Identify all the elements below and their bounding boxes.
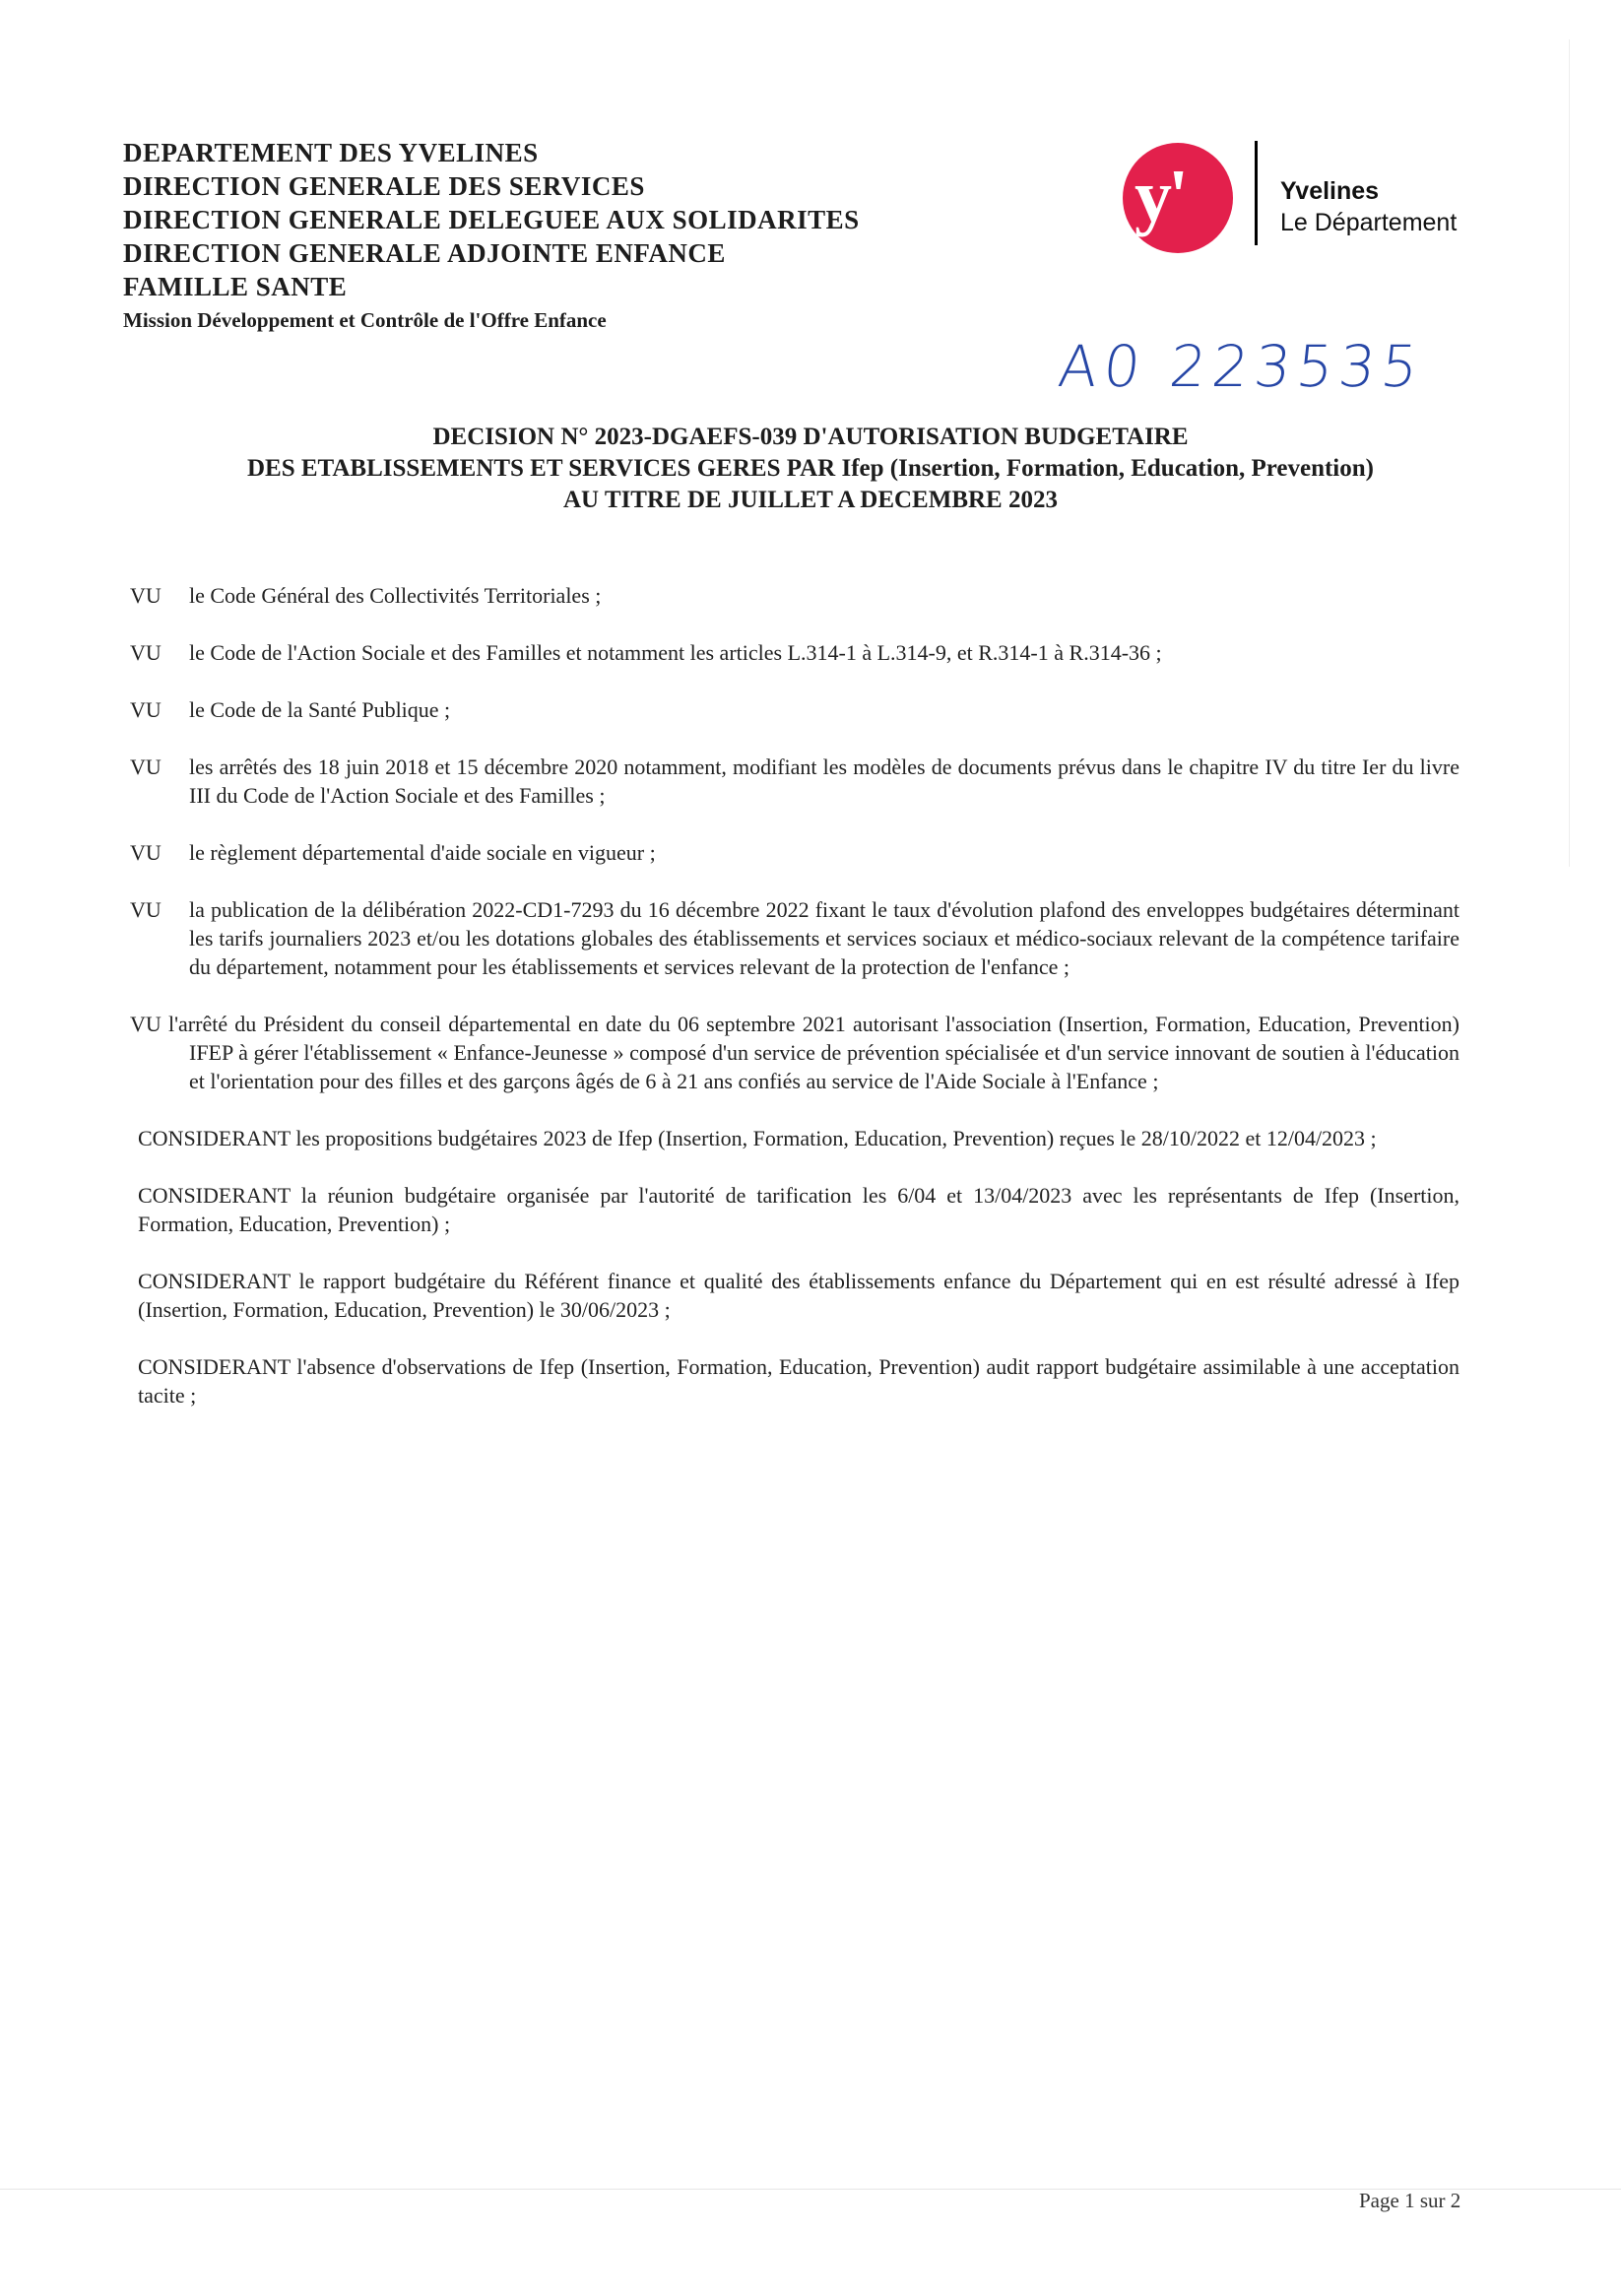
logo-subtitle: Le Département [1280,209,1458,236]
considerant-item: CONSIDERANT le rapport budgétaire du Référent finance et qualité des établissements enfance du Département qui en est résulté adressé à Ifep (Insertion, Formation, Education, Prevention) le 30/06/2023 ; [138,1269,1459,1322]
header-line-services: DIRECTION GENERALE DES SERVICES [123,171,645,201]
header-mission: Mission Développement et Contrôle de l'Offre Enfance [123,308,607,332]
vu-item-arrete: VU l'arrêté du Président du conseil départemental en date du 06 septembre 2021 autorisant l'association (Insertion, Formation, Education, Prevention) IFEP à gérer l'établissement « Enfance-Jeunesse » composé d'un service de prévention spécialisée et d'un service innovant de soutien à l'éducation et l'orientation pour des filles et des garçons âgés de 6 à 21 ans confiés au service de l'Aide Sociale à l'Enfance ; [130,1012,1459,1093]
considerant-item: CONSIDERANT les propositions budgétaires 2023 de Ifep (Insertion, Formation, Education, Prevention) reçues le 28/10/2022 et 12/04/2023 ; [138,1126,1377,1150]
vu-item [130,581,1459,610]
vu-item [130,695,1459,724]
vu-text: les arrêtés des 18 juin 2018 et 15 décembre 2020 notamment, modifiant les modèles de documents prévus dans le chapitre IV du titre Ier du livre III du Code de l'Action Sociale et des Familles ; [189,754,1459,808]
vu-text: le règlement départemental d'aide sociale en vigueur ; [189,840,656,865]
vu-label: VU [130,897,162,922]
considerant-item: CONSIDERANT l'absence d'observations de Ifep (Insertion, Formation, Education, Prevention) audit rapport budgétaire assimilable à une acceptation tacite ; [138,1354,1459,1408]
letterhead [123,136,990,335]
title-line-1: DECISION N° 2023-DGAEFS-039 D'AUTORISATION BUDGETAIRE [432,424,1189,450]
vu-label: VU [130,840,162,865]
yvelines-logo [1123,138,1477,256]
header-line-famille: FAMILLE SANTE [123,272,348,301]
vu-label: VU [130,583,162,608]
vu-text: le Code de la Santé Publique ; [189,697,451,722]
vu-text: la publication de la délibération 2022-CD1-7293 du 16 décembre 2022 fixant le taux d'évolution plafond des enveloppes budgétaires déterminant les tarifs journaliers 2023 et/ou les dotations globales des établissements et services sociaux et médico-sociaux relevant de la compétence tarifaire du département, notamment pour les établissements et services relevant de la protection de l'enfance ; [189,897,1459,979]
handwritten-reference-number: A0 223535 [1055,333,1428,400]
vu-item [130,838,1459,867]
vu-text: le Code Général des Collectivités Territoriales ; [189,583,602,608]
vu-label: VU [130,754,162,779]
vu-item [130,895,1459,981]
header-line-enfance: DIRECTION GENERALE ADJOINTE ENFANCE [123,238,726,268]
logo-name: Yvelines [1280,177,1380,205]
vu-label: VU [130,697,162,722]
title-line-2: DES ETABLISSEMENTS ET SERVICES GERES PAR Ifep (Insertion, Formation, Education, Prevention) [247,455,1374,482]
considerant-item: CONSIDERANT la réunion budgétaire organisée par l'autorité de tarification les 6/04 et 13/04/2023 avec les représentants de Ifep (Insertion, Formation, Education, Prevention) ; [138,1183,1459,1236]
decision-body [130,581,1459,1438]
vu-item [130,638,1459,667]
logo-divider [1255,141,1258,245]
vu-text: le Code de l'Action Sociale et des Familles et notamment les articles L.314-1 à L.314-9, et R.314-1 à R.314-36 ; [189,640,1162,665]
header-line-department: DEPARTEMENT DES YVELINES [123,138,539,167]
scan-edge-line [1569,39,1570,867]
vu-item [130,753,1459,810]
decision-title [98,422,1523,516]
vu-label: VU [130,640,162,665]
page-number: Page 1 sur 2 [1359,2189,1461,2212]
logo-letter: y' [1135,155,1186,237]
title-line-3: AU TITRE DE JUILLET A DECEMBRE 2023 [563,487,1058,513]
header-line-solidarites: DIRECTION GENERALE DELEGUEE AUX SOLIDARITES [123,205,860,234]
